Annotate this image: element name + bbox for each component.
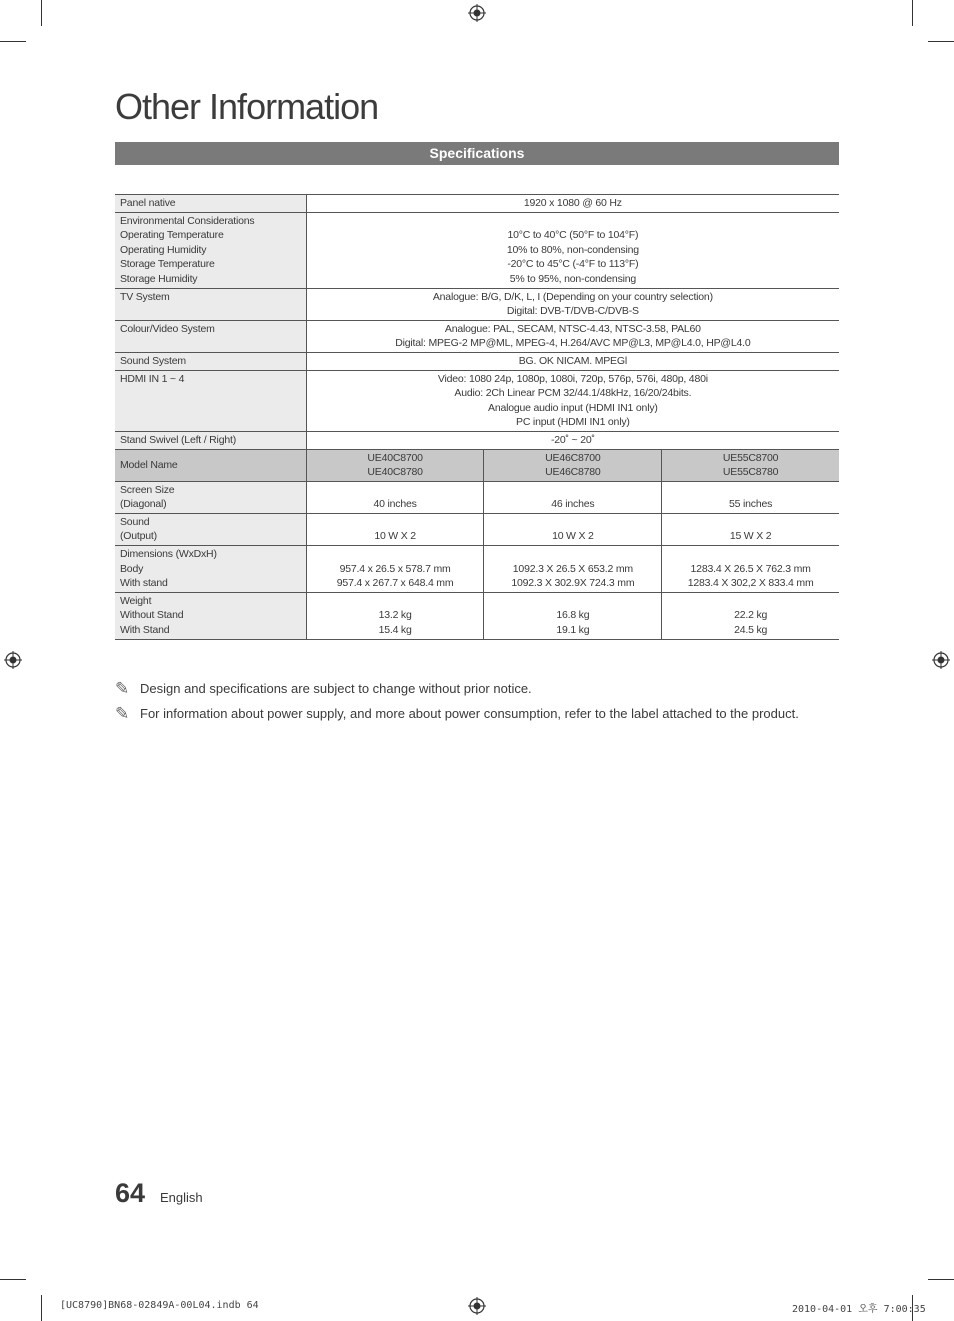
cell-line: 22.2 kg: [734, 609, 768, 622]
spec-label: [115, 370, 306, 431]
model-name-cell: [484, 449, 662, 481]
cell-line: BG. OK NICAM. MPEGl: [518, 354, 627, 367]
spec-value: [306, 592, 484, 639]
spec-row: [115, 431, 839, 449]
cell-line: 1920 x 1080 @ 60 Hz: [523, 197, 622, 209]
cell-line: UE55C8780: [722, 466, 779, 479]
spec-label: [115, 481, 306, 513]
cell-line: 55 inches: [729, 498, 773, 511]
cell-line: 957.4 x 267.7 x 648.4 mm: [336, 577, 454, 590]
spec-value: [662, 546, 839, 593]
pencil-note-icon: ✎: [115, 703, 130, 723]
spec-label: [115, 513, 306, 545]
cell-line: 1283.4 X 302,2 X 833.4 mm: [687, 577, 814, 590]
cell-line: Audio: 2Ch Linear PCM 32/44.1/48kHz, 16/20/24bits.: [454, 387, 692, 400]
cell-line: Stand Swivel (Left / Right): [120, 433, 236, 446]
cell-line: Storage Temperature: [120, 258, 215, 271]
spec-value: [662, 513, 839, 545]
note-text: Design and specifications are subject to change without prior notice.: [140, 681, 532, 696]
page-title: Other Information: [115, 86, 379, 127]
spec-label: [115, 592, 306, 639]
spec-value: [306, 320, 839, 352]
cell-line: With Stand: [120, 624, 170, 637]
cell-line: UE46C8700: [545, 451, 601, 464]
spec-label: [115, 352, 306, 370]
cell-line: -20°C to 45°C (-4°F to 113°F): [507, 258, 639, 271]
cell-line: Analogue audio input (HDMI IN1 only): [488, 401, 658, 414]
page-language: English: [160, 1190, 203, 1205]
spec-row: [115, 288, 839, 320]
cell-line: Analogue: PAL, SECAM, NTSC-4.43, NTSC-3.58, PAL60: [444, 322, 701, 335]
cell-line: 10% to 80%, non-condensing: [506, 243, 639, 256]
crop-mark: [41, 1295, 42, 1321]
spec-row: [115, 481, 839, 513]
spec-row: [115, 320, 839, 352]
spec-row: [115, 352, 839, 370]
spec-row: [115, 212, 839, 288]
cell-line: 46 inches: [551, 498, 595, 511]
spec-label: [115, 431, 306, 449]
crop-mark: [0, 41, 26, 42]
footer-date: 2010-04-01 오후 7:00:35: [792, 1304, 926, 1315]
cell-line: Video: 1080 24p, 1080p, 1080i, 720p, 576p, 576i, 480p, 480i: [437, 372, 708, 385]
spec-value: [306, 195, 839, 213]
model-name-cell: [306, 449, 484, 481]
crop-mark: [0, 1279, 26, 1280]
cell-line: UE40C8780: [367, 466, 423, 479]
spec-value: [306, 370, 839, 431]
spec-label: [115, 288, 306, 320]
spec-value: [484, 546, 662, 593]
model-name-row: [115, 449, 839, 481]
cell-line: 13.2 kg: [378, 609, 412, 622]
cell-line: -20˚ ~ 20˚: [550, 433, 595, 446]
cell-line: Environmental Considerations: [120, 214, 255, 227]
crop-mark: [912, 0, 913, 26]
registration-mark-icon: [932, 651, 950, 669]
spec-row: [115, 513, 839, 545]
specifications-table: [115, 194, 839, 640]
cell-line: Without Stand: [120, 609, 184, 622]
registration-mark-icon: [468, 1297, 486, 1315]
spec-value: [306, 513, 484, 545]
cell-line: Dimensions (WxDxH): [120, 548, 217, 561]
spec-row: [115, 195, 839, 213]
spec-value: [484, 513, 662, 545]
crop-mark: [928, 1279, 954, 1280]
spec-row: [115, 546, 839, 593]
cell-line: TV System: [120, 290, 170, 303]
pencil-note-icon: ✎: [115, 678, 130, 698]
cell-line: 1283.4 X 26.5 X 762.3 mm: [690, 562, 811, 575]
cell-line: 19.1 kg: [556, 624, 590, 637]
cell-line: 40 inches: [373, 498, 417, 511]
spec-value: [306, 352, 839, 370]
crop-mark: [928, 41, 954, 42]
cell-line: With stand: [120, 577, 168, 590]
cell-line: Screen Size: [120, 483, 175, 496]
spec-value: [306, 212, 839, 288]
spec-label: [115, 546, 306, 593]
spec-label: Model Name: [115, 449, 306, 481]
spec-value: [662, 592, 839, 639]
cell-line: 15.4 kg: [378, 624, 412, 637]
cell-line: 1092.3 X 26.5 X 653.2 mm: [512, 562, 633, 575]
cell-line: Operating Humidity: [120, 243, 207, 256]
spec-value: [306, 481, 484, 513]
cell-line: Panel native: [120, 197, 176, 209]
cell-line: Weight: [120, 594, 152, 607]
cell-line: 10 W X 2: [374, 530, 416, 543]
cell-line: 10°C to 40°C (50°F to 104°F): [507, 229, 639, 242]
cell-line: 957.4 x 26.5 x 578.7 mm: [339, 562, 451, 575]
spec-value: [484, 481, 662, 513]
cell-line: (Output): [120, 530, 157, 543]
cell-line: Analogue: B/G, D/K, L, I (Depending on your country selection): [432, 290, 713, 303]
spec-label: [115, 195, 306, 213]
footer-file-info: [UC8790]BN68-02849A-00L04.indb 64: [60, 1300, 259, 1311]
cell-line: Digital: DVB-T/DVB-C/DVB-S: [506, 305, 639, 318]
note-item: [115, 676, 855, 701]
note-item: [115, 701, 855, 726]
spec-row: [115, 370, 839, 431]
section-header: Specifications: [115, 142, 839, 165]
spec-label: [115, 212, 306, 288]
cell-line: Colour/Video System: [120, 322, 215, 335]
spec-label: [115, 320, 306, 352]
page-number: 64: [115, 1178, 146, 1208]
model-name-cell: [662, 449, 839, 481]
spec-value: [662, 481, 839, 513]
cell-line: UE46C8780: [545, 466, 601, 479]
spec-value: [306, 431, 839, 449]
cell-line: UE55C8700: [722, 451, 779, 464]
cell-line: Digital: MPEG-2 MP@ML, MPEG-4, H.264/AVC MP@L3, MP@L4.0, HP@L4.0: [395, 337, 751, 350]
note-text: For information about power supply, and more about power consumption, refer to the label attached to the product.: [140, 706, 799, 721]
cell-line: Sound System: [120, 354, 186, 367]
spec-value: [484, 592, 662, 639]
cell-line: Sound: [120, 515, 150, 528]
crop-mark: [41, 0, 42, 26]
cell-line: (Diagonal): [120, 498, 167, 511]
cell-line: PC input (HDMI IN1 only): [516, 416, 630, 429]
spec-value: [306, 288, 839, 320]
cell-line: Storage Humidity: [120, 272, 198, 285]
cell-line: 1092.3 X 302.9X 724.3 mm: [511, 577, 635, 590]
spec-value: [306, 546, 484, 593]
cell-line: UE40C8700: [367, 451, 423, 464]
registration-mark-icon: [4, 651, 22, 669]
cell-line: 15 W X 2: [729, 530, 772, 543]
cell-line: 10 W X 2: [552, 530, 594, 543]
cell-line: HDMI IN 1 ~ 4: [120, 372, 185, 385]
cell-line: Operating Temperature: [120, 229, 224, 242]
cell-line: 5% to 95%, non-condensing: [509, 272, 637, 285]
cell-line: 24.5 kg: [734, 624, 768, 637]
registration-mark-icon: [468, 4, 486, 22]
spec-row: [115, 592, 839, 639]
cell-line: 16.8 kg: [556, 609, 590, 622]
cell-line: Body: [120, 562, 144, 575]
notes: [115, 676, 855, 726]
